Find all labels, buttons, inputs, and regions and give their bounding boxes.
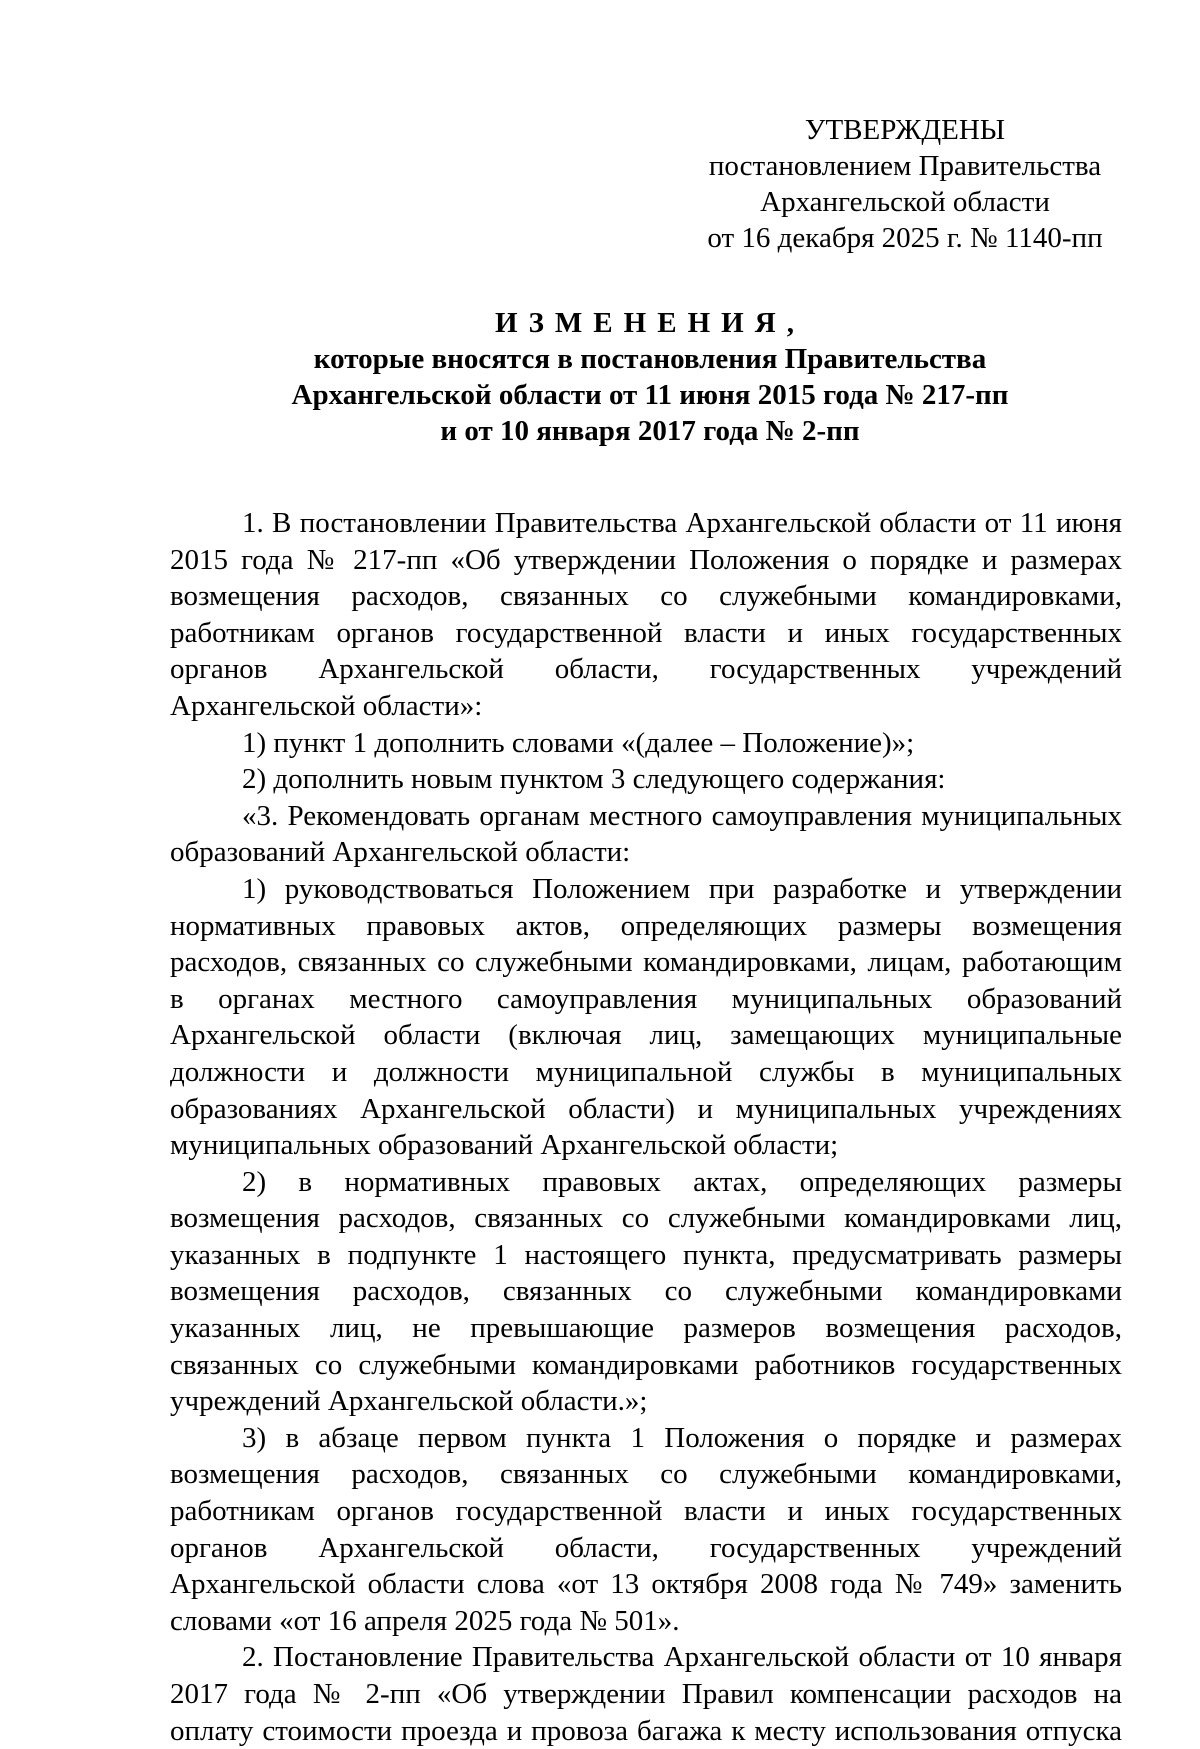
approval-line-2: Архангельской области (760, 186, 1050, 218)
approval-line-1: постановлением Правительства (708, 150, 1102, 182)
paragraph-4: «3. Рекомендовать органам местного самоуправления муниципальных образований Архангельской области: (170, 799, 1122, 869)
paragraph-5: 1) руководствоваться Положением при разработке и утверждении нормативных правовых актов, определяющих размеры возмещения расходов, связанных со служебными командировками, лицам, работающим в органах местного самоуправления муниципальных образований Архангельской области (включая лиц, замещающих муниципальные должности и должности муниципальной службы в муниципальных образованиях Архангельской области) и муниципальных учреждениях муниципальных образований Архангельской области; (170, 872, 1122, 1162)
paragraph-2: 1) пункт 1 дополнить словами «(далее – Положение)»; (242, 726, 915, 759)
title-line-1: которые вносятся в постановления Правительства (313, 343, 987, 375)
paragraph-7: 3) в абзаце первом пункта 1 Положения о порядке и размерах возмещения расходов, связанных со служебными командировками, работникам органов государственной власти и иных государственных органов Архангельской области, государственных учреждений Архангельской области слова «от 13 октября 2008 года № 749» заменить словами «от 16 апреля 2025 года № 501». (170, 1421, 1122, 1637)
approval-heading: УТВЕРЖДЕНЫ (804, 114, 1006, 146)
approval-stamp (690, 112, 1120, 256)
title-line-3: и от 10 января 2017 года № 2-пп (440, 415, 860, 447)
paragraph-6: 2) в нормативных правовых актах, определяющих размеры возмещения расходов, связанных со служебными командировками лиц, указанных в подпункте 1 настоящего пункта, предусматривать размеры возмещения расходов, связанных со служебными командировками указанных лиц, не превышающие размеров возмещения расходов, связанных со служебными командировками работников государственных учреждений Архангельской области.»; (170, 1165, 1122, 1418)
paragraph-1: 1. В постановлении Правительства Архангельской области от 11 июня 2015 года № 217-пп «Об утверждении Положения о порядке и размерах возмещения расходов, связанных со служебными командировками, работникам органов государственной власти и иных государственных органов Архангельской области, государственных учреждений Архангельской области»: (170, 507, 1122, 722)
title-line-2: Архангельской области от 11 июня 2015 года № 217-пп (291, 379, 1009, 411)
document-body (170, 505, 1122, 1749)
paragraph-3: 2) дополнить новым пунктом 3 следующего содержания: (242, 763, 946, 796)
document-title (170, 305, 1130, 449)
title-heading: ИЗМЕНЕНИЯ, (495, 307, 805, 339)
paragraph-8: 2. Постановление Правительства Архангельской области от 10 января 2017 года № 2-пп «Об утверждении Правил компенсации расходов на оплату стоимости проезда и провоза багажа к месту использования отпуска (170, 1641, 1122, 1747)
approval-line-3: от 16 декабря 2025 г. № 1140-пп (707, 222, 1103, 254)
